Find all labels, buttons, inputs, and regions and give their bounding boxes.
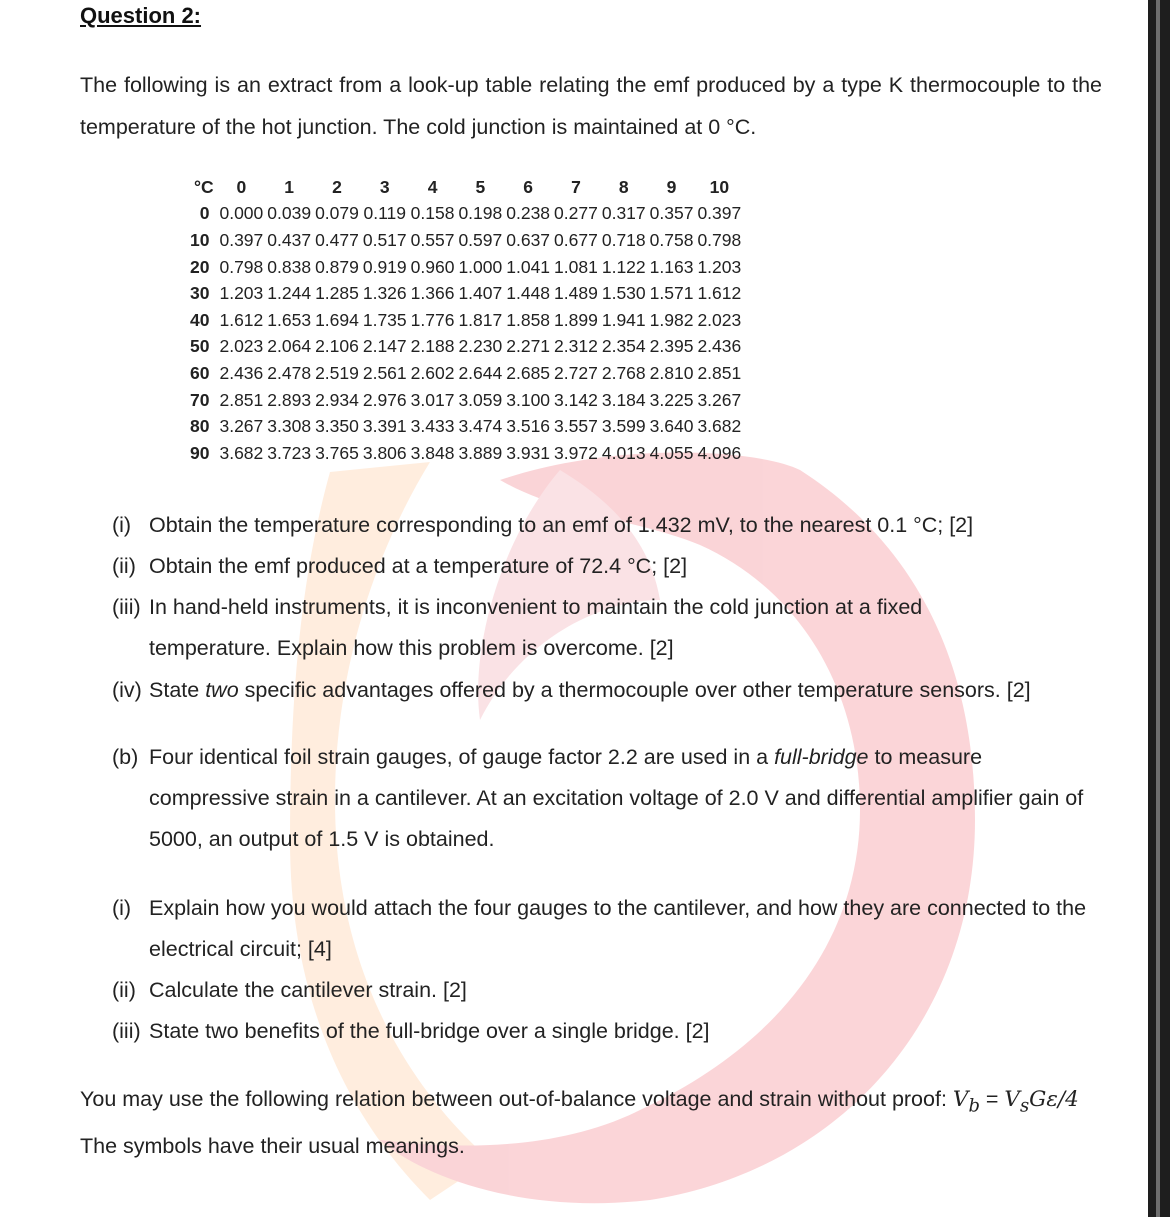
table-cell: 2.644 [458,362,503,383]
table-column-header: 0 [236,176,247,197]
table-cell: 2.934 [315,389,359,410]
table-cell: 2.519 [315,362,359,383]
table-row [188,227,743,254]
table-row [188,360,743,387]
table-cell: 2.354 [601,336,646,357]
table-cell: 1.735 [362,309,407,330]
table-cell: 3.848 [410,442,455,463]
table-cell: 3.225 [649,389,694,410]
table-cell: 2.436 [219,362,264,383]
table-cell: 0.718 [601,229,646,250]
table-cell: 4.055 [649,442,694,463]
table-cell: 3.516 [506,416,551,437]
table-cell: 2.064 [267,336,312,357]
table-cell: 0.357 [649,203,694,224]
table-cell: 0.758 [649,229,694,250]
formula-lhs-symbol: V [952,1087,969,1112]
table-cell: 1.407 [458,283,503,304]
table-column-header: 3 [379,176,390,197]
table-cell: 0.119 [363,203,406,224]
table-cell: 0.079 [315,203,359,224]
table-cell: 0.317 [601,203,646,224]
item-text: Obtain the temperature corresponding to an emf of 1.432 mV, to the nearest 0.1 °C; [2] [149,513,974,537]
table-cell: 3.100 [506,389,551,410]
table-cell: 3.599 [601,416,646,437]
table-row-header: 50 [190,336,210,357]
table-cell: 0.919 [362,256,407,277]
table-row [188,334,743,361]
table-cell: 1.000 [458,256,503,277]
table-cell: 3.889 [458,442,503,463]
table-cell: 1.530 [601,283,646,304]
part-a-item-iii [112,587,1012,669]
table-cell: 0.798 [219,256,264,277]
table-corner-unit: °C [194,176,214,197]
part-b-text-emphasis: full-bridge [774,745,869,769]
item-text: Obtain the emf produced at a temperature of 72.4 °C; [2] [149,554,688,578]
table-row-header: 60 [190,362,210,383]
formula-lhs-subscript: b [968,1095,980,1117]
table-cell: 3.682 [219,442,264,463]
footer-text-end: The symbols have their usual meanings. [80,1134,465,1159]
table-cell: 3.806 [362,442,407,463]
table-cell: 3.267 [697,389,742,410]
intro-paragraph: The following is an extract from a look-up table relating the emf produced by a type K thermocouple to the temperature of the hot junction. The cold junction is maintained at 0 °C. [80,73,1102,139]
table-row-header: 40 [190,309,210,330]
table-column-header: 8 [618,176,629,197]
table-cell: 0.879 [315,256,359,277]
scrollbar-track[interactable] [1156,0,1160,1217]
item-text: State two benefits of the full-bridge over a single bridge. [2] [149,1019,710,1043]
formula-rhs-subscript: s [1019,1095,1030,1117]
table-cell: 1.366 [410,283,455,304]
table-cell: 2.230 [458,336,503,357]
table-cell: 1.899 [554,309,598,330]
table-cell: 2.023 [219,336,264,357]
table-cell: 1.612 [219,309,264,330]
table-row-header: 90 [190,442,210,463]
table-cell: 1.982 [649,309,694,330]
table-cell: 3.059 [458,389,503,410]
footer-relation [80,1079,1090,1167]
table-row [188,440,743,467]
table-cell: 1.941 [601,309,646,330]
question-title: Question 2: [80,3,202,28]
footer-text-start: You may use the following relation between out-of-balance voltage and strain without proof: [80,1087,953,1111]
table-column-header: 5 [475,176,486,197]
part-a-item-ii [112,546,1102,587]
table-cell: 0.277 [554,203,598,224]
table-cell: 2.147 [362,336,407,357]
formula-equals: = [979,1087,1005,1111]
table-cell: 1.694 [315,309,359,330]
table-cell: 1.489 [554,283,598,304]
table-row [188,201,743,228]
table-cell: 3.723 [267,442,312,463]
part-b-text [112,737,1087,860]
table-cell: 3.765 [315,442,359,463]
table-cell: 0.397 [697,203,742,224]
table-cell: 0.437 [267,229,312,250]
table-row [188,387,743,414]
table-cell: 1.612 [697,283,742,304]
table-row-header: 30 [190,283,210,304]
part-a-item-i [112,505,1102,546]
part-b-item-ii [112,970,1102,1011]
table-cell: 2.312 [554,336,598,357]
table-column-header: 1 [284,176,295,197]
table-cell: 3.474 [458,416,503,437]
part-b-item-iii [112,1011,1102,1052]
table-cell: 1.244 [267,283,312,304]
table-column-header: 9 [666,176,677,197]
item-label: (i) [112,896,132,920]
table-row-header: 0 [199,203,210,224]
table-cell: 0.557 [410,229,455,250]
table-cell: 0.039 [267,203,312,224]
item-text-start: State [149,678,206,702]
table-cell: 3.391 [362,416,407,437]
table-cell: 4.096 [697,442,742,463]
table-cell: 1.571 [649,283,694,304]
item-text-emphasis: two [205,678,239,702]
table-cell: 2.768 [601,362,646,383]
item-label: (iii) [112,1019,141,1043]
table-row-header: 20 [190,256,210,277]
item-text [112,670,1122,711]
formula-rhs-rest: Gε/4 [1029,1087,1079,1112]
table-cell: 2.436 [697,336,742,357]
table-cell: 4.013 [601,442,646,463]
item-label: (ii) [112,978,136,1002]
table-cell: 3.931 [506,442,551,463]
table-column-header: 6 [523,176,534,197]
table-cell: 0.158 [410,203,455,224]
item-label: (iii) [112,595,141,619]
table-cell: 0.397 [219,229,264,250]
item-label: (iv) [112,678,142,702]
table-cell: 2.023 [697,309,742,330]
table-cell: 2.851 [219,389,264,410]
table-column-header: 4 [427,176,438,197]
table-cell: 1.448 [506,283,551,304]
table-cell: 0.798 [697,229,742,250]
table-cell: 3.267 [219,416,264,437]
table-cell: 1.776 [410,309,455,330]
table-cell: 3.350 [315,416,359,437]
item-label: (i) [112,513,132,537]
table-cell: 2.188 [410,336,455,357]
table-cell: 1.285 [315,283,359,304]
table-cell: 2.727 [554,362,598,383]
item-text: Calculate the cantilever strain. [2] [149,978,467,1002]
part-b-label: (b) [112,745,139,769]
table-header-row [188,174,743,201]
table-cell: 1.326 [362,283,407,304]
table-row [188,254,743,281]
table-cell: 1.817 [458,309,503,330]
table-cell: 0.000 [219,203,264,224]
table-cell: 0.597 [458,229,503,250]
table-cell: 1.203 [219,283,264,304]
formula-rhs-symbol: V [1004,1087,1020,1112]
formula-rhs [1004,1087,1079,1117]
table-cell: 0.677 [554,229,598,250]
table-cell: 1.041 [506,256,551,277]
table-column-header: 7 [571,176,581,197]
window-scrollbar-edge [1148,0,1170,1217]
table-row-header: 80 [190,416,210,437]
table-column-header: 10 [709,176,730,197]
item-text-end: specific advantages offered by a thermocouple over other temperature sensors. [2] [238,678,1031,702]
table-cell: 0.637 [506,229,551,250]
table-cell: 1.653 [267,309,312,330]
table-cell: 0.517 [362,229,407,250]
part-b-item-i [112,888,1112,970]
table-cell: 3.640 [649,416,694,437]
table-cell: 1.081 [554,256,598,277]
table-cell: 2.976 [362,389,407,410]
table-cell: 1.858 [506,309,551,330]
table-row [188,280,743,307]
table-cell: 0.960 [410,256,455,277]
thermocouple-lookup-table [188,174,743,467]
table-cell: 2.561 [362,362,407,383]
table-cell: 2.106 [315,336,359,357]
table-cell: 3.017 [410,389,455,410]
table-cell: 3.142 [554,389,598,410]
part-a-item-iv [112,670,1122,711]
table-row [188,307,743,334]
table-cell: 2.271 [506,336,551,357]
table-cell: 0.477 [315,229,359,250]
item-text: In hand-held instruments, it is inconvenient to maintain the cold junction at a fixed temperature. Explain how this problem is overcome. [2] [149,595,923,660]
table-cell: 3.308 [267,416,312,437]
table-row [188,413,743,440]
table-cell: 2.395 [649,336,694,357]
table-cell: 3.184 [601,389,646,410]
table-cell: 2.478 [267,362,312,383]
table-cell: 3.972 [554,442,598,463]
item-label: (ii) [112,554,136,578]
part-b-text-end: to measure compressive strain in a cantilever. At an excitation voltage of 2.0 V and differential amplifier gain of 5000, an output of 1.5 V is obtained. [149,745,1084,851]
table-cell: 1.163 [649,256,694,277]
part-b-statement [112,737,1087,860]
table-row-header: 70 [190,389,210,410]
table-cell: 1.203 [697,256,742,277]
table-cell: 3.433 [410,416,455,437]
table-cell: 2.810 [649,362,694,383]
table-cell: 0.838 [267,256,312,277]
table-cell: 0.238 [506,203,551,224]
table-cell: 2.893 [267,389,312,410]
table-cell: 0.198 [458,203,503,224]
table-cell: 3.557 [554,416,598,437]
table-cell: 3.682 [697,416,742,437]
table-cell: 1.122 [601,256,646,277]
table-column-header: 2 [332,176,342,197]
table-cell: 2.685 [506,362,551,383]
item-text: Explain how you would attach the four gauges to the cantilever, and how they are connected to the electrical circuit; [4] [149,896,1087,961]
table-row-header: 10 [190,229,210,250]
table-cell: 2.602 [410,362,455,383]
part-b-text-start: Four identical foil strain gauges, of gauge factor 2.2 are used in a [149,745,775,769]
formula-lhs [952,1087,980,1117]
table-cell: 2.851 [697,362,742,383]
